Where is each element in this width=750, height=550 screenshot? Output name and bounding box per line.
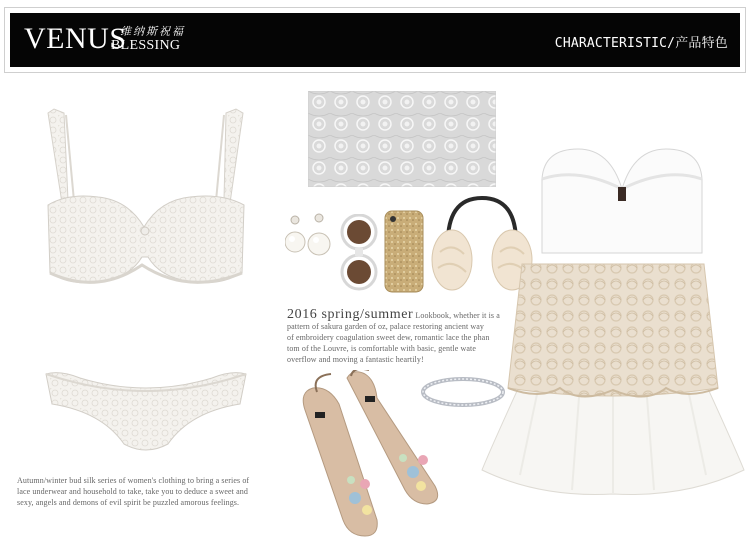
center-description-line: overflow and moving a fantastic heartily! (287, 355, 424, 364)
left-description-line: Autumn/winter bud silk series of women's clothing to bring a series of (17, 476, 250, 485)
center-description-line: tom of the Louvre, is comfortable with basic, gentle wate (287, 344, 476, 353)
logo-chinese-text: 维纳斯祝福 (120, 25, 185, 38)
center-description-line: of embroidery coagulation sweet dew, romantic lace the phan (287, 333, 490, 342)
center-description-line: pattern of sakura garden of oz, palace restoring ancient way (287, 322, 485, 331)
pearl-earrings-icon (285, 210, 333, 270)
collection-headline: 2016 spring/summer (287, 309, 414, 322)
jeweled-slingback-shoes-icon (295, 370, 445, 540)
left-description (17, 475, 302, 508)
left-description-line: sexy, angels and demons of evil spirit be puzzled amorous feelings. (17, 498, 240, 507)
left-description-line: lace underwear and household to take, take you to deduce a sweet and (17, 487, 248, 496)
lace-bra-icon (38, 105, 253, 305)
header-banner (10, 13, 740, 67)
lace-fabric-swatch-icon (308, 91, 496, 187)
white-sunglasses-icon (336, 214, 382, 292)
section-title: CHARACTERISTIC/产品特色 (554, 36, 728, 51)
lace-panty-icon (40, 368, 252, 458)
collection-lead: Lookbook, whether it is a (415, 311, 500, 320)
lace-flare-skirt-icon (480, 260, 746, 498)
white-bustier-top-icon (538, 145, 706, 257)
gold-phone-case-icon (384, 210, 424, 293)
logo-venus: VENUS (24, 22, 127, 55)
logo-blessing: BLESSING (111, 38, 181, 53)
